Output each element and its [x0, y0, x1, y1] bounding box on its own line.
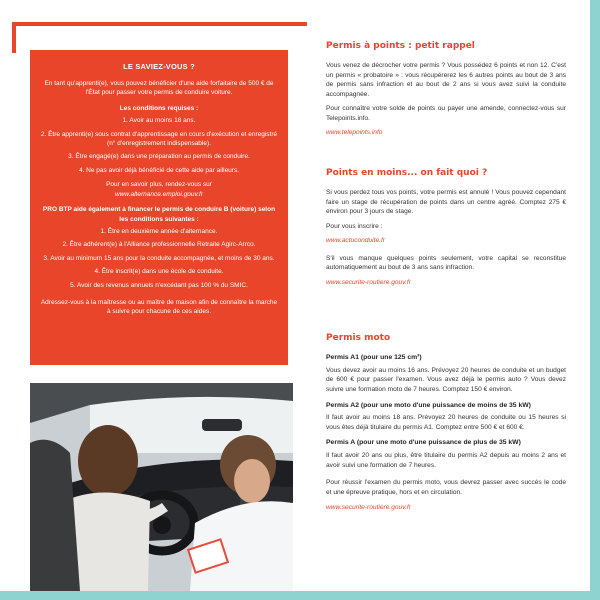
teal-frame-right: [590, 0, 600, 600]
condition-item: 2. Être apprenti(e) sous contrat d'apprentissage en cours d'exécution et enregistré (n° d'enregistrement indispensable).: [40, 130, 278, 147]
condition-item: 3. Être engagé(e) dans une préparation au permis de conduire.: [68, 153, 250, 161]
probtp-condition-item: 4. Être inscrit(e) dans une école de conduite.: [94, 268, 224, 276]
info-box-title: LE SAVIEZ-VOUS ?: [123, 62, 195, 71]
permis-a1-text: Vous devez avoir au moins 16 ans. Prévoyez 20 heures de conduite et un budget de 600 € pour passer l'examen. Vous avez déjà le permis auto ? Vous devez suivre une formation moto de 7 heures. Comptez 150 € environ.: [326, 366, 566, 393]
points-moins-p1: Si vous perdez tous vos points, votre permis est annulé ! Vous pouvez cependant faire un stage de récupération de points dans un centre agréé. Comptez 275 € environ pour 3 jours de stage.: [326, 189, 566, 216]
condition-item: 1. Avoir au moins 18 ans.: [122, 117, 196, 125]
section-permis-points: [326, 40, 566, 146]
more-info-text: Pour en savoir plus, rendez-vous sur: [106, 181, 212, 189]
driving-lesson-photo: [30, 383, 293, 591]
conditions-heading: Les conditions requises :: [119, 104, 199, 112]
permis-points-p1: Vous venez de décrocher votre permis ? Vous possédez 6 points et non 12. C'est un permis « probatoire » : vous récupérerez les 6 autres points au bout de 3 ans de permis sans infraction et au bout de 2 ans si vous avez suivi la conduite accompagnée.: [326, 62, 566, 98]
section-permis-moto: [326, 332, 566, 520]
red-frame-top: [12, 22, 307, 26]
telepoints-link[interactable]: www.telepoints.info: [326, 129, 383, 137]
permis-a1-title: Permis A1 (pour une 125 cm³): [326, 354, 422, 362]
condition-item: 4. Ne pas avoir déjà bénéficié de cette aide par ailleurs.: [78, 166, 240, 174]
probtp-condition-item: 5. Avoir des revenus annuels n'excédant pas 100 % du SMIC.: [70, 281, 248, 289]
permis-a2-title: Permis A2 (pour une moto d'une puissance de moins de 35 kW): [326, 401, 531, 409]
securite-routiere-link-moto[interactable]: www.securite-routiere.gouv.fr: [326, 503, 411, 511]
permis-a-text: Il faut avoir 20 ans ou plus, être titulaire du permis A2 depuis au moins 2 ans et avoir suivi une formation de 7 heures.: [326, 452, 566, 469]
page-number-left: 30: [6, 584, 14, 591]
permis-moto-final: Pour réussir l'examen du permis moto, vous devrez passer avec succès le code et une épreuve pratique, hors et en circulation.: [326, 479, 566, 496]
probtp-condition-item: 3. Avoir au minimum 15 ans pour la conduite accompagnée, et moins de 30 ans.: [43, 254, 275, 262]
info-box-intro: En tant qu'apprenti(e), vous pouvez bénéficier d'une aide forfaitaire de 500 € de l'État pour passer votre permis de conduire voiture.: [44, 79, 274, 97]
probtp-condition-item: 1. Être en deuxième année d'alternance.: [100, 227, 218, 235]
section-points-moins: [326, 167, 566, 295]
points-moins-p2: Pour vous inscrire :: [326, 222, 383, 230]
points-moins-p3: S'il vous manque quelques points seulement, votre capital se reconstitue automatiquement au bout de 3 ans sans infraction.: [326, 254, 566, 272]
actuconduite-link[interactable]: www.actuconduite.fr: [326, 237, 386, 245]
alternance-link[interactable]: www.alternance.emploi.gouv.fr: [114, 190, 204, 198]
info-box-closing: Adressez-vous à la maîtresse ou au maître de maison afin de connaître la marche à suivre pour chacune de ces aides.: [40, 299, 278, 316]
permis-a-title: Permis A (pour une moto d'une puissance de plus de 35 kW): [326, 439, 521, 447]
probtp-condition-item: 2. Être adhérent(e) à l'Alliance professionnelle Retraite Agirc-Arrco.: [62, 241, 256, 249]
page-number-right: 31: [578, 584, 586, 591]
permis-a2-text: Il faut avoir au moins 18 ans. Prévoyez 20 heures de conduite ou 15 heures si vous êtes déjà titulaire du permis A1. Comptez entre 500 € et 600 €.: [326, 414, 566, 431]
red-frame-left: [12, 22, 16, 53]
teal-frame-bottom: [0, 591, 600, 600]
securite-routiere-link[interactable]: www.securite-routiere.gouv.fr: [326, 278, 411, 286]
info-box-le-saviez-vous: [30, 50, 288, 365]
points-moins-heading: Points en moins... on fait quoi ?: [326, 168, 488, 178]
probtp-heading: PRO BTP aide également à financer le permis de conduire B (voiture) selon les conditions suivantes :: [42, 206, 276, 223]
permis-moto-heading: Permis moto: [326, 333, 391, 343]
permis-points-p2: Pour connaître votre solde de points ou payer une amende, connectez-vous sur Telepoints.info.: [326, 105, 566, 122]
permis-points-heading: Permis à points : petit rappel: [326, 41, 475, 51]
